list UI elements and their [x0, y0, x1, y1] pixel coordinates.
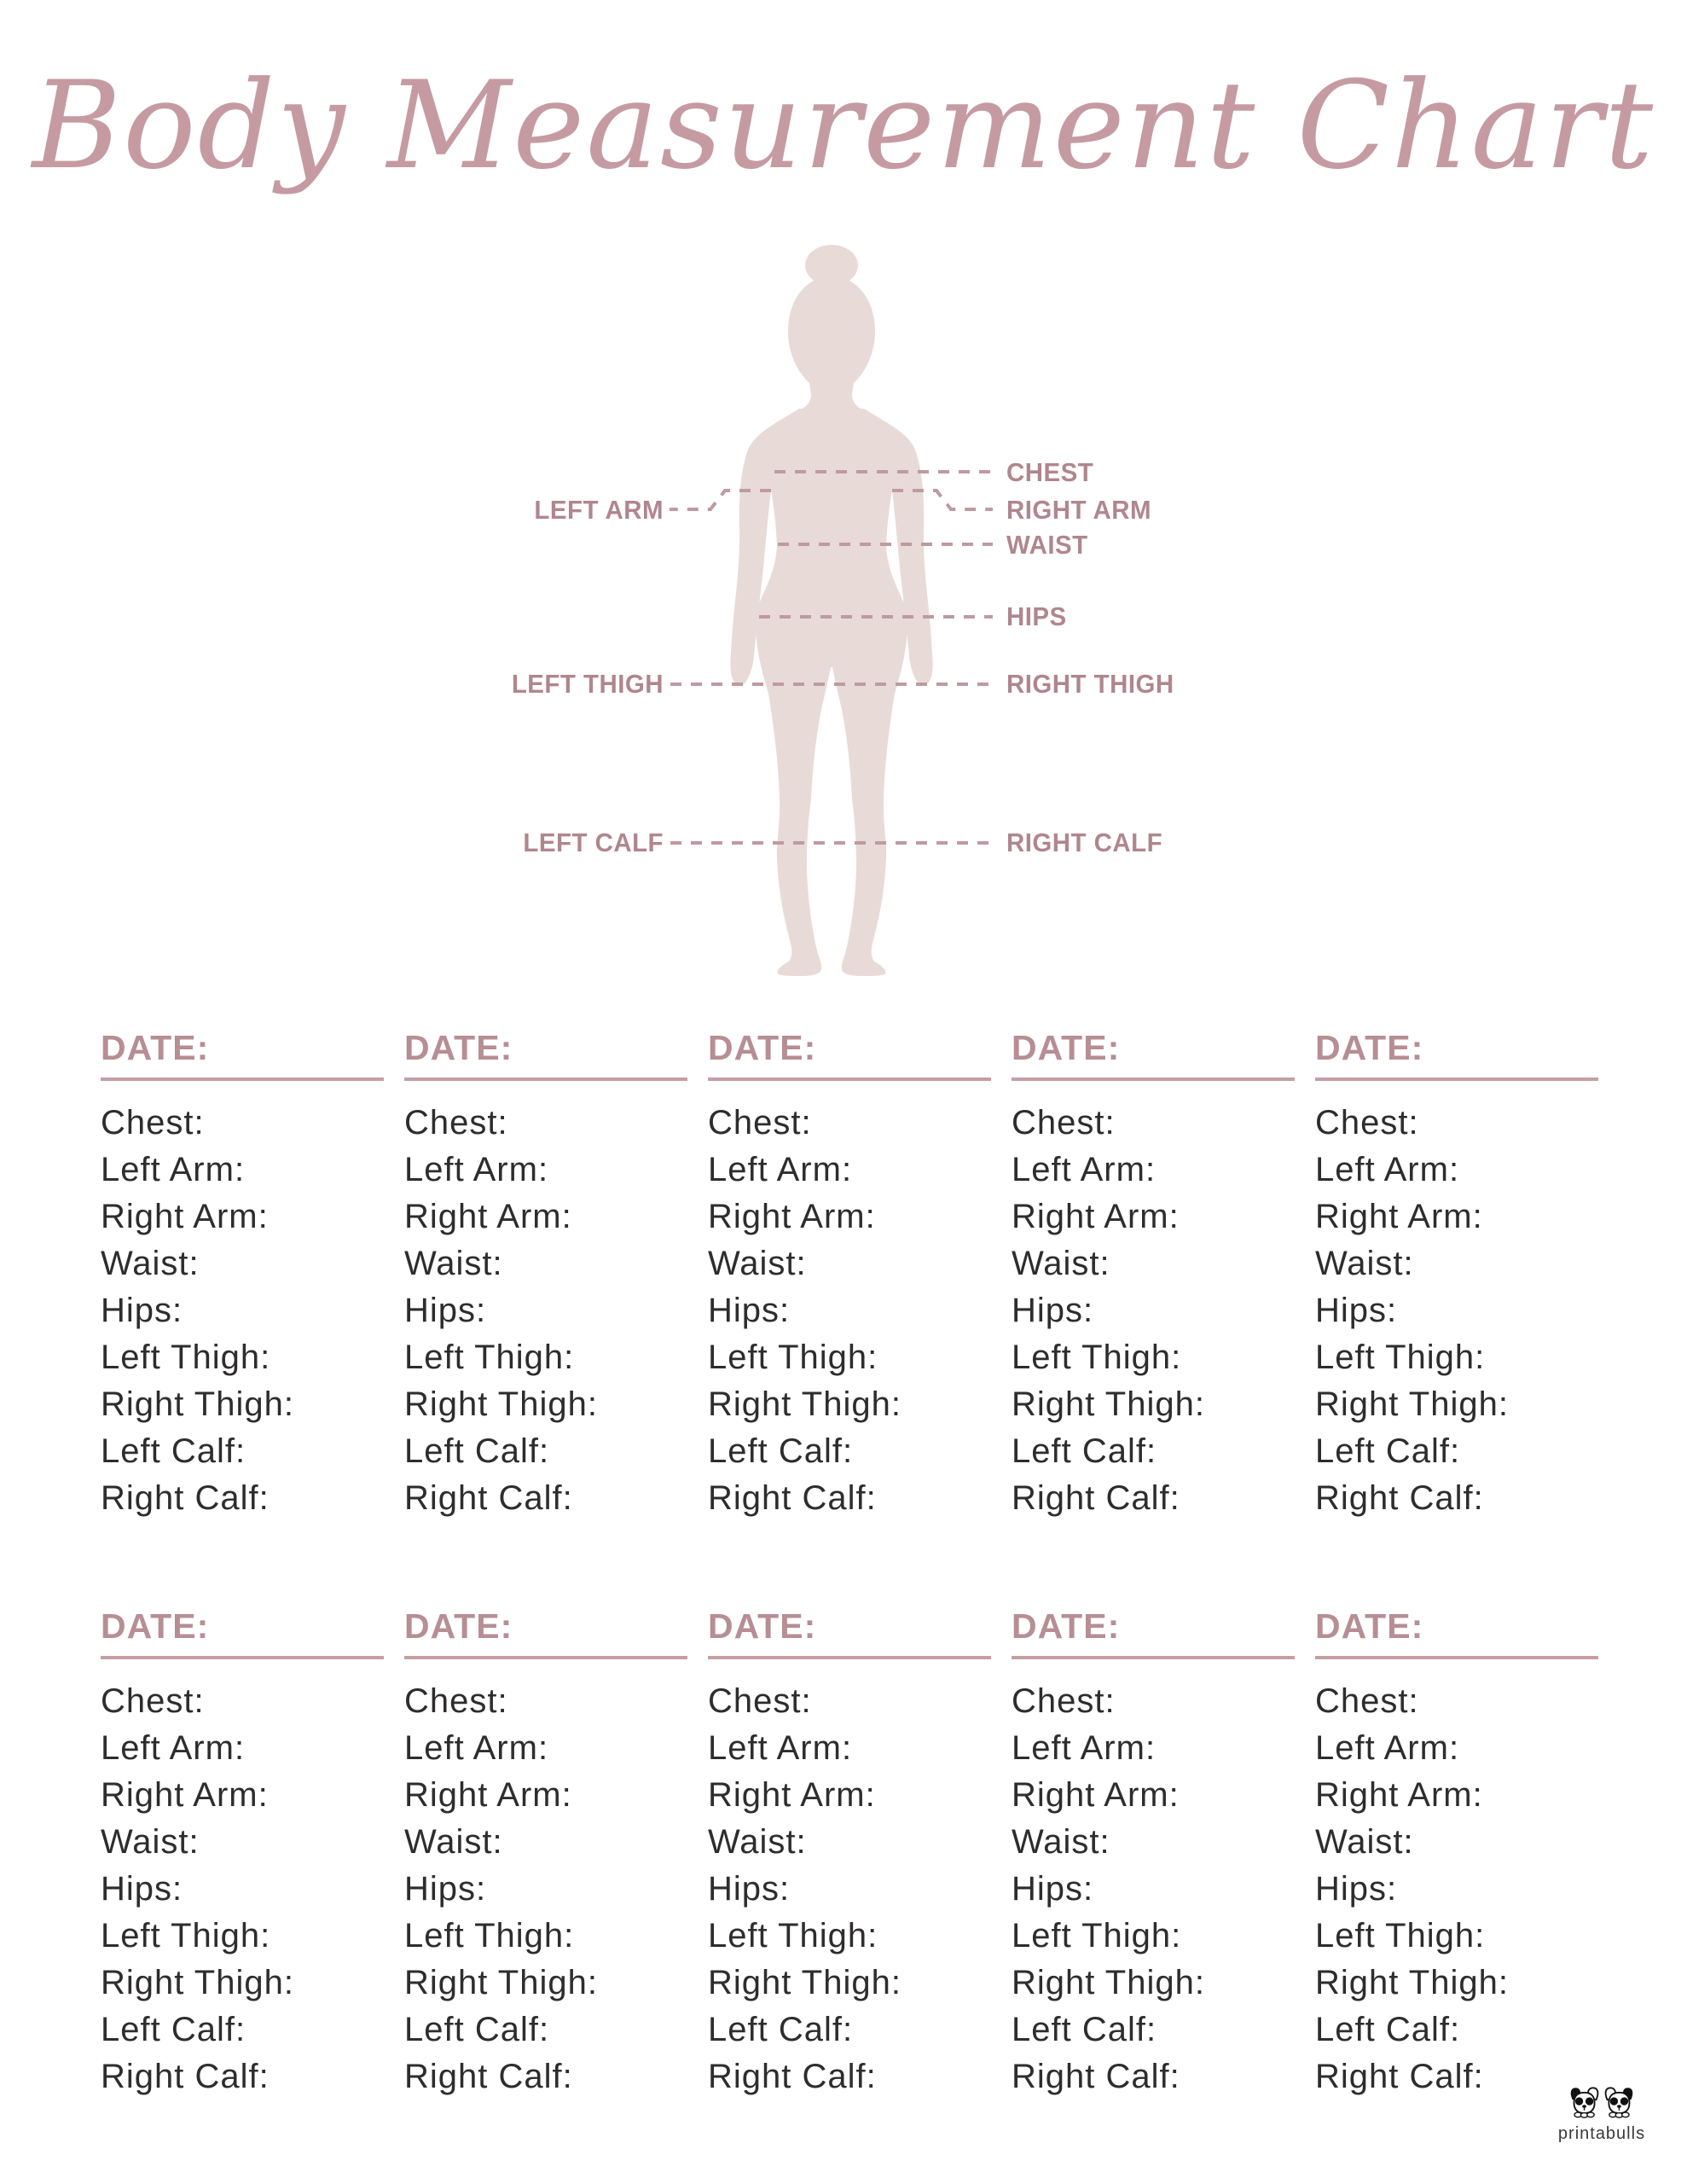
- field-label: Left Calf:: [708, 1432, 854, 1470]
- field-label: Right Thigh:: [708, 1385, 901, 1423]
- field-label: Left Calf:: [708, 2011, 854, 2048]
- left-calf-label: LEFT CALF: [523, 828, 664, 857]
- date-underline: [404, 1656, 687, 1659]
- field-label: Right Calf:: [708, 1479, 877, 1517]
- field-label: Left Thigh:: [101, 1917, 271, 1955]
- field-label: Right Arm:: [1012, 1776, 1180, 1814]
- field-label: Right Thigh:: [101, 1964, 294, 2001]
- field-label: Left Calf:: [1012, 2011, 1157, 2048]
- right-arm-label: RIGHT ARM: [1006, 495, 1152, 525]
- printabulls-logo: [1544, 2085, 1660, 2143]
- measurement-column: [404, 1605, 687, 2100]
- date-label: DATE:: [101, 1606, 210, 1646]
- field-list: [101, 1100, 384, 1522]
- date-underline: [1315, 1077, 1598, 1081]
- field-label: Right Calf:: [1012, 1479, 1180, 1517]
- field-label: Left Arm:: [708, 1151, 853, 1188]
- field-label: Left Thigh:: [1315, 1917, 1486, 1955]
- field-list: [101, 1678, 384, 2100]
- field-label: Right Calf:: [101, 1479, 270, 1517]
- field-label: Right Thigh:: [101, 1385, 294, 1423]
- bulldog-icon-right: [1606, 2088, 1633, 2117]
- date-underline: [708, 1077, 991, 1081]
- field-label: Chest:: [708, 1104, 812, 1141]
- field-label: Left Calf:: [404, 2011, 550, 2048]
- hips-label: HIPS: [1006, 601, 1067, 631]
- field-label: Left Calf:: [404, 1432, 550, 1470]
- field-label: Right Arm:: [101, 1776, 269, 1814]
- field-label: Hips:: [101, 1870, 183, 1908]
- measurement-column: [404, 1026, 687, 1522]
- field-label: Left Thigh:: [1012, 1917, 1182, 1955]
- female-silhouette: [730, 245, 932, 976]
- field-label: Right Arm:: [404, 1198, 572, 1235]
- date-underline: [404, 1077, 687, 1081]
- field-list: [1315, 1100, 1598, 1522]
- measurement-section: [101, 1026, 1586, 1522]
- date-label: DATE:: [404, 1606, 513, 1646]
- field-label: Left Calf:: [101, 2011, 246, 2048]
- date-underline: [1012, 1656, 1295, 1659]
- field-label: Chest:: [101, 1104, 205, 1141]
- field-label: Right Arm:: [404, 1776, 572, 1814]
- date-label: DATE:: [1315, 1606, 1424, 1646]
- head-neck: [788, 276, 875, 410]
- field-label: Right Calf:: [1315, 2058, 1484, 2095]
- field-label: Waist:: [708, 1823, 807, 1861]
- field-label: Right Thigh:: [404, 1964, 598, 2001]
- field-label: Hips:: [1012, 1292, 1094, 1329]
- field-label: Hips:: [1012, 1870, 1094, 1908]
- page-title: Body Measurement Chart: [32, 55, 1655, 196]
- measurement-column: [1012, 1605, 1295, 2100]
- field-label: Right Thigh:: [1315, 1964, 1509, 2001]
- field-label: Right Calf:: [708, 2058, 877, 2095]
- right-calf-label: RIGHT CALF: [1006, 828, 1163, 857]
- field-list: [404, 1678, 687, 2100]
- field-label: Right Arm:: [1315, 1776, 1483, 1814]
- field-label: Left Thigh:: [404, 1339, 575, 1376]
- measurement-column: [708, 1026, 991, 1522]
- field-label: Chest:: [1315, 1682, 1419, 1720]
- field-list: [1012, 1678, 1295, 2100]
- field-label: Left Thigh:: [1012, 1339, 1182, 1376]
- field-label: Hips:: [404, 1870, 487, 1908]
- field-label: Waist:: [1315, 1245, 1414, 1282]
- left-arm-label: LEFT ARM: [534, 495, 664, 525]
- field-label: Left Arm:: [101, 1151, 246, 1188]
- field-label: Waist:: [708, 1245, 807, 1282]
- field-label: Right Calf:: [404, 1479, 573, 1517]
- field-list: [708, 1678, 991, 2100]
- field-label: Right Thigh:: [1315, 1385, 1509, 1423]
- field-label: Left Arm:: [101, 1729, 246, 1767]
- field-label: Right Thigh:: [404, 1385, 598, 1423]
- field-label: Left Thigh:: [1315, 1339, 1486, 1376]
- field-label: Chest:: [404, 1104, 508, 1141]
- field-label: Right Thigh:: [708, 1964, 901, 2001]
- field-label: Left Arm:: [1012, 1151, 1157, 1188]
- date-label: DATE:: [708, 1606, 817, 1646]
- date-label: DATE:: [708, 1028, 817, 1067]
- date-label: DATE:: [101, 1028, 210, 1067]
- date-underline: [1012, 1077, 1295, 1081]
- field-label: Right Calf:: [1315, 1479, 1484, 1517]
- field-label: Left Thigh:: [708, 1339, 878, 1376]
- measurement-column: [1315, 1605, 1598, 2100]
- field-label: Left Arm:: [1315, 1151, 1460, 1188]
- field-label: Left Thigh:: [101, 1339, 271, 1376]
- field-label: Right Arm:: [101, 1198, 269, 1235]
- date-label: DATE:: [1012, 1606, 1121, 1646]
- waist-label: WAIST: [1006, 530, 1088, 560]
- field-label: Left Arm:: [708, 1729, 853, 1767]
- field-label: Hips:: [708, 1870, 791, 1908]
- field-label: Chest:: [1012, 1682, 1116, 1720]
- field-label: Right Arm:: [708, 1776, 876, 1814]
- measurement-column: [1315, 1026, 1598, 1522]
- left-thigh-label: LEFT THIGH: [511, 669, 664, 699]
- field-list: [1315, 1678, 1598, 2100]
- field-label: Chest:: [708, 1682, 812, 1720]
- body-silhouette: [730, 409, 932, 976]
- field-label: Waist:: [101, 1245, 200, 1282]
- field-label: Hips:: [708, 1292, 791, 1329]
- field-label: Right Arm:: [708, 1198, 876, 1235]
- field-label: Left Arm:: [404, 1151, 549, 1188]
- field-label: Right Calf:: [101, 2058, 270, 2095]
- field-label: Hips:: [404, 1292, 487, 1329]
- field-label: Hips:: [1315, 1292, 1398, 1329]
- field-label: Waist:: [1012, 1823, 1110, 1861]
- date-underline: [101, 1656, 384, 1659]
- field-label: Waist:: [404, 1823, 503, 1861]
- field-label: Right Arm:: [1012, 1198, 1180, 1235]
- field-label: Left Thigh:: [708, 1917, 878, 1955]
- measurement-column: [708, 1605, 991, 2100]
- field-label: Right Calf:: [1012, 2058, 1180, 2095]
- measurement-column: [1012, 1026, 1295, 1522]
- field-label: Chest:: [1315, 1104, 1419, 1141]
- field-label: Right Arm:: [1315, 1198, 1483, 1235]
- measurement-column: [101, 1026, 384, 1522]
- field-label: Left Arm:: [1315, 1729, 1460, 1767]
- chest-label: CHEST: [1006, 457, 1094, 487]
- right-thigh-label: RIGHT THIGH: [1006, 669, 1174, 699]
- field-label: Hips:: [101, 1292, 183, 1329]
- female-silhouette-diagram: [0, 0, 1687, 990]
- field-label: Waist:: [101, 1823, 200, 1861]
- field-label: Left Arm:: [1012, 1729, 1157, 1767]
- field-label: Left Arm:: [404, 1729, 549, 1767]
- date-underline: [1315, 1656, 1598, 1659]
- bulldog-icon-left: [1571, 2088, 1598, 2117]
- field-label: Chest:: [101, 1682, 205, 1720]
- field-label: Waist:: [1315, 1823, 1414, 1861]
- field-label: Left Calf:: [101, 1432, 246, 1470]
- field-list: [708, 1100, 991, 1522]
- date-label: DATE:: [404, 1028, 513, 1067]
- field-list: [404, 1100, 687, 1522]
- field-label: Right Thigh:: [1012, 1964, 1205, 2001]
- measurement-section: [101, 1605, 1586, 2100]
- measurement-column: [101, 1605, 384, 2100]
- field-label: Left Calf:: [1315, 1432, 1461, 1470]
- field-label: Chest:: [1012, 1104, 1116, 1141]
- field-label: Chest:: [404, 1682, 508, 1720]
- field-list: [1012, 1100, 1295, 1522]
- field-label: Hips:: [1315, 1870, 1398, 1908]
- date-underline: [101, 1077, 384, 1081]
- date-underline: [708, 1656, 991, 1659]
- date-label: DATE:: [1315, 1028, 1424, 1067]
- field-label: Waist:: [404, 1245, 503, 1282]
- bulldog-icons: [1568, 2085, 1635, 2119]
- field-label: Waist:: [1012, 1245, 1110, 1282]
- date-label: DATE:: [1012, 1028, 1121, 1067]
- field-label: Left Calf:: [1315, 2011, 1461, 2048]
- field-label: Left Thigh:: [404, 1917, 575, 1955]
- field-label: Right Calf:: [404, 2058, 573, 2095]
- field-label: Right Thigh:: [1012, 1385, 1205, 1423]
- logo-text: printabulls: [1557, 2124, 1646, 2143]
- field-label: Left Calf:: [1012, 1432, 1157, 1470]
